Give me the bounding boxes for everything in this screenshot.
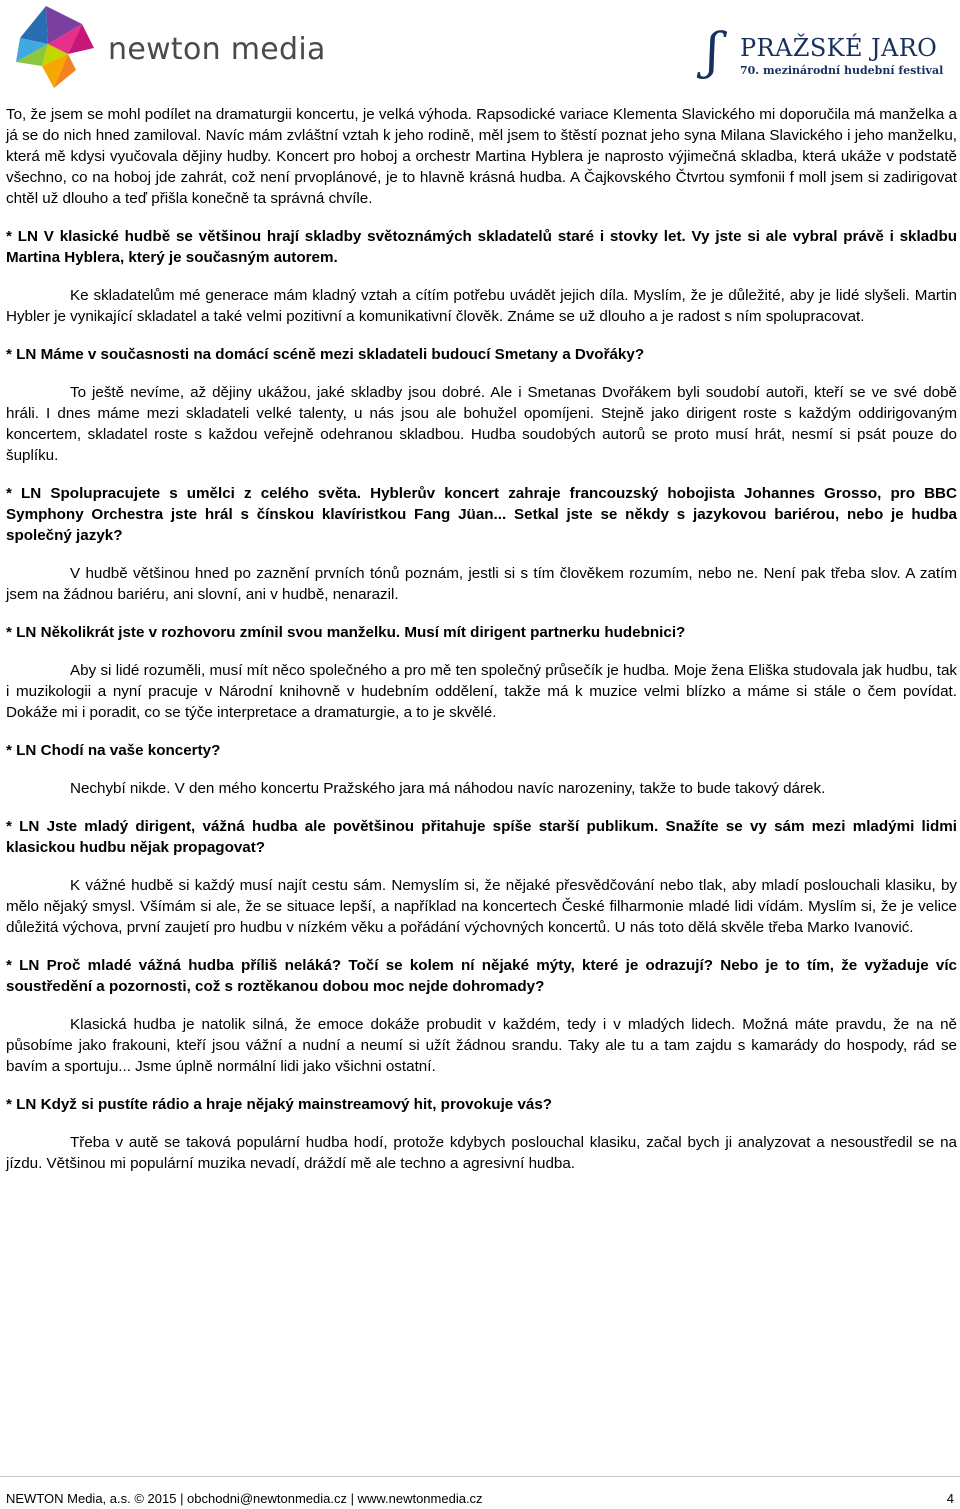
paragraph-question: * LN Proč mladé vážná hudba příliš neláká? Točí se kolem ní nějaké mýty, které je odrazují? Nebo je to tím, že vyžaduje víc soustředění a pozornosti, což s roztěkanou dobou moc nejde dohromady? bbox=[6, 957, 957, 995]
paragraph-question: * LN Máme v současnosti na domácí scéně mezi skladateli budoucí Smetany a Dvořáky? bbox=[6, 346, 645, 363]
paragraph-question: * LN Chodí na vaše koncerty? bbox=[6, 742, 221, 759]
page-number: 4 bbox=[946, 1491, 954, 1506]
festival-name: PRAŽSKÉ JARO bbox=[740, 34, 938, 62]
article-body bbox=[6, 104, 957, 1191]
paragraph-question: * LN Spolupracujete s umělci z celého světa. Hyblerův koncert zahraje francouzský hobojista Johannes Grosso, pro BBC Symphony Orchestra jste hrál s čínskou klavíristkou Fang Jüan... Setkal jste se někdy s jazykovou bariérou, nebo je hudba společný jazyk? bbox=[6, 485, 957, 544]
newton-media-logo bbox=[12, 4, 326, 90]
paragraph-question: * LN Několikrát jste v rozhovoru zmínil svou manželku. Musí mít dirigent partnerku hudebnici? bbox=[6, 624, 686, 641]
paragraph-question: * LN Jste mladý dirigent, vážná hudba ale povětšinou přitahuje spíše starší publikum. Snažíte se vy sám mezi mladými lidmi klasickou hudbu nějak propagovat? bbox=[6, 818, 957, 856]
footer-divider bbox=[0, 1476, 960, 1477]
newton-media-wordmark: newton media bbox=[108, 32, 326, 67]
paragraph-answer: Třeba v autě se taková populární hudba hodí, protože kdybych poslouchal klasiku, začal bych ji analyzovat a nesoustředil se na jízdu. Většinou mi populární muzika nevadí, dráždí mě ale techno a agresivní hudba. bbox=[6, 1134, 957, 1172]
paragraph-answer: To, že jsem se mohl podílet na dramaturgii koncertu, je velká výhoda. Rapsodické variace Klementa Slavického mi doporučila má manželka a já se do nich hned zamiloval. Navíc mám zvláštní vztah k jeho rodině, měl jsem to štěstí poznat jeho syna Milana Slavického i jeho manželku, která mě kdysi vyučovala dějiny hudby. Koncert pro hoboj a orchestr Martina Hyblera je naprosto výjimečná skladba, která ukáže v podstatě všechno, co na hoboj jde zahrát, což není prvoplánové, je to hlavně krásná hudba. A Čajkovského Čtvrtou symfonii f moll jsem si zadirigovat chtěl už dlouho a teď přišla konečně ta správná chvíle. bbox=[6, 106, 957, 207]
paragraph-answer: Klasická hudba je natolik silná, že emoce dokáže probudit v každém, tedy i v mladých lidech. Možná máte pravdu, že na ně působíme jako frakouni, kteří jsou vážní a nudní a neumí si užít žádnou srandu. Taky ale tu a tam zajdu s kamarády do hospody, rád se bavím a sportuju... Jsme úplně normální lidi jako všichni ostatní. bbox=[6, 1016, 957, 1075]
prazske-jaro-glyph: ʃ bbox=[706, 22, 720, 80]
festival-subtitle: 70. mezinárodní hudební festival bbox=[740, 64, 944, 77]
paragraph-answer: To ještě nevíme, až dějiny ukážou, jaké skladby jsou dobré. Ale i Smetanas Dvořákem byli soudobí autoři, kteří se ve své době hráli. I dnes máme mezi skladateli velké talenty, u nás jsou ale bohužel opomíjeni. Stejně jako dirigent roste s každým oddirigovaným koncertem, skladatel roste s každou veřejně odehranou skladbou. Hudba soudobých autorů se proto musí hrát, nesmí si psát pouze do šuplíku. bbox=[6, 384, 957, 464]
paragraph-answer: Ke skladatelům mé generace mám kladný vztah a cítím potřebu uvádět jejich díla. Myslím, že je důležité, aby je lidé slyšeli. Martin Hybler je vynikající skladatel a také velmi pozitivní a komunikativní člověk. Známe se už dlouho a je radost s ním spolupracovat. bbox=[6, 287, 957, 325]
paragraph-question: * LN V klasické hudbě se většinou hrají skladby světoznámých skladatelů staré i stovky let. Vy jste si ale vybral právě i skladbu Martina Hyblera, který je současným autorem. bbox=[6, 228, 957, 266]
paragraph-answer: K vážné hudbě si každý musí najít cestu sám. Nemyslím si, že nějaké přesvědčování nebo tlak, aby mladí poslouchali klasiku, by mělo nějaký smysl. Všímám si ale, že se situace lepší, a například na koncertech České filharmonie mladé lidi vídám. Myslím si, že je velice důležitá výchova, první zaujetí pro hudbu v nízkém věku a pořádání výchovných koncertů. U nás toto dělá skvěle třeba Marko Ivanović. bbox=[6, 877, 957, 936]
paragraph-answer: Nechybí nikde. V den mého koncertu Pražského jara má náhodou navíc narozeniny, takže to bude takový dárek. bbox=[70, 780, 826, 797]
paragraph-answer: Aby si lidé rozuměli, musí mít něco společného a pro mě ten společný průsečík je hudba. Moje žena Eliška studovala jak hudbu, tak i muzikologii a nyní pracuje v Národní knihovně v hudebním oddělení, takže má k muzice velmi blízko a máme si stále o čem povídat. Dokáže mi i poradit, co se týče interpretace a dramaturgie, a to je skvělé. bbox=[6, 662, 957, 721]
footer-text: NEWTON Media, a.s. © 2015 | obchodni@newtonmedia.cz | www.newtonmedia.cz bbox=[6, 1491, 483, 1506]
page-header bbox=[0, 0, 960, 96]
newton-media-logo-icon bbox=[12, 4, 96, 90]
paragraph-answer: V hudbě většinou hned po zaznění prvních tónů poznám, jestli si s tím člověkem rozumím, nebo ne. Není pak třeba slov. A zatím jsem na žádnou bariéru, ani slovní, ani v hudbě, nenarazil. bbox=[6, 565, 957, 603]
prazske-jaro-logo bbox=[706, 22, 956, 84]
paragraph-question: * LN Když si pustíte rádio a hraje nějaký mainstreamový hit, provokuje vás? bbox=[6, 1096, 553, 1113]
